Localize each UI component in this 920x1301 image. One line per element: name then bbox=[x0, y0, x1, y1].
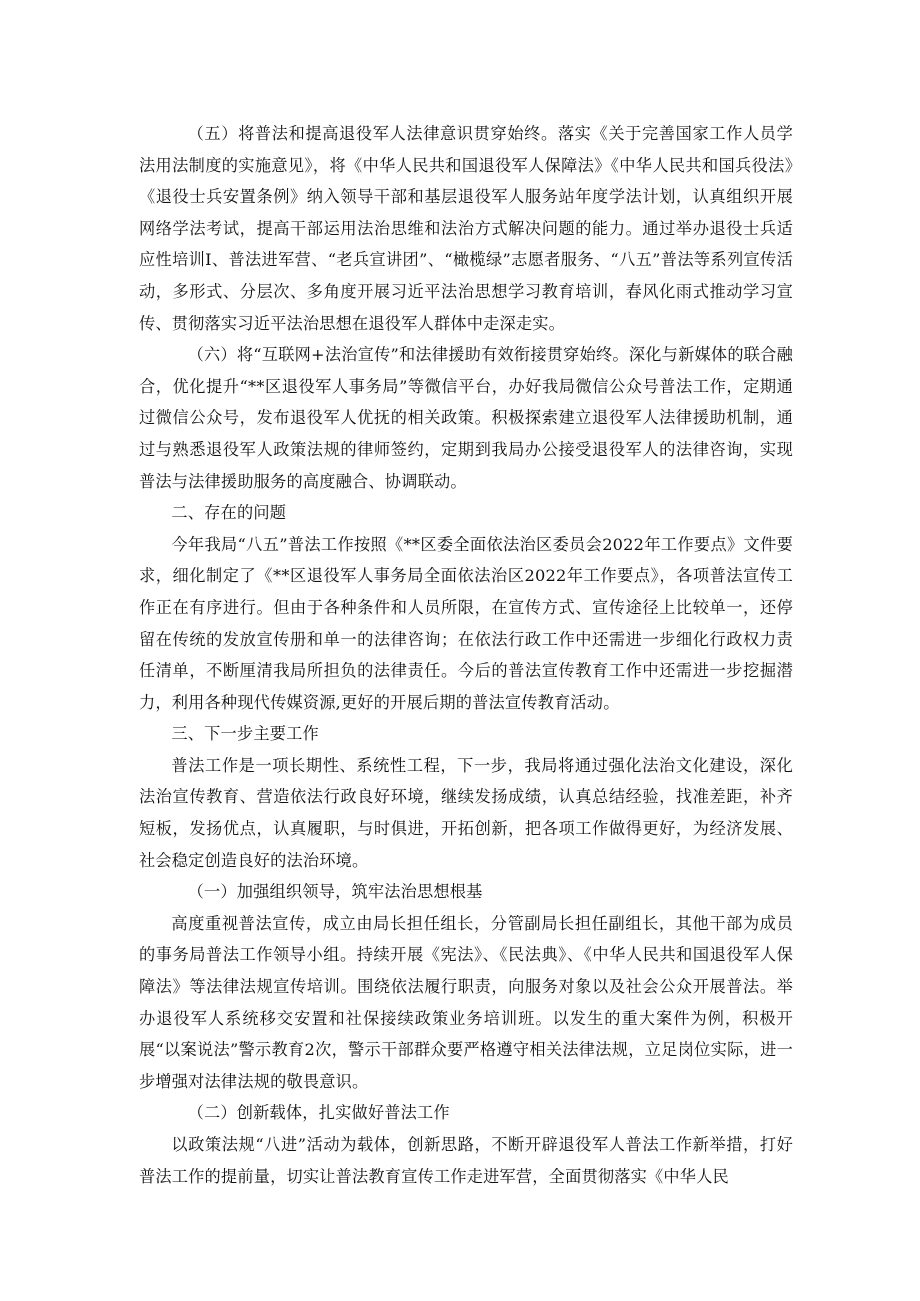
section-heading-next-steps: 三、下一步主要工作 bbox=[171, 724, 319, 744]
paragraph-five-law-awareness: （五）将普法和提高退役军人法律意识贯穿始终。落实《关于完善国家工作人员学法用法制度的实施意见》，将《中华人民共和国退役军人保障法》《中华人民共和国兵役法》《退役士兵安置条例》纳入领导干部和基层退役军人服务站年度学法计划，认真组织开展网络学法考试，提高干部运用法治思维和法治方式解决问题的能力。通过举办退役士兵适应性培训I、普法进军营、“老兵宣讲团”、“橄榄绿”志愿者服务、“八五”普法等系列宣传活动，多形式、分层次、多角度开展习近平法治思想学习教育培训，春风化雨式推动学习宣传、贯彻落实习近平法治思想在退役军人群体中走深走实。 bbox=[139, 124, 793, 333]
paragraph-problems: 今年我局“八五”普法工作按照《**区委全面依法治区委员会2022年工作要点》文件要求，细化制定了《**区退役军人事务局全面依法治区2022年工作要点》，各项普法宣传工作正在有序进行。但由于各种条件和人员所限，在宣传方式、宣传途径上比较单一，还停留在传统的发放宣传册和单一的法律咨询；在依法行政工作中还需进一步细化行政权力责任清单，不断厘清我局所担负的法律责任。今后的普法宣传教育工作中还需进一步挖掘潜力，利用各种现代传媒资源,更好的开展后期的普法宣传教育活动。 bbox=[139, 534, 793, 712]
document-body bbox=[139, 118, 793, 1192]
paragraph-innovation: 以政策法规“八进”活动为载体，创新思路，不断开辟退役军人普法工作新举措，打好普法工作的提前量，切实让普法教育宣传工作走进军营，全面贯彻落实《中华人民 bbox=[139, 1135, 793, 1186]
section-heading-problems: 二、存在的问题 bbox=[171, 503, 287, 523]
paragraph-organization: 高度重视普法宣传，成立由局长担任组长，分管副局长担任副组长，其他干部为成员的事务局普法工作领导小组。持续开展《宪法》、《民法典》、《中华人民共和国退役军人保障法》等法律法规宣传培训。围绕依法履行职责，向服务对象以及社会公众开展普法。举办退役军人系统移交安置和社保接续政策业务培训班。以发生的重大案件为例，积极开展“以案说法”警示教育2次，警示干部群众要严格遵守相关法律法规，立足岗位实际，进一步增强对法律法规的敬畏意识。 bbox=[139, 913, 793, 1091]
paragraph-six-internet-law: （六）将“互联网+法治宣传”和法律援助有效衔接贯穿始终。深化与新媒体的联合融合，优化提升“**区退役军人事务局”等微信平台，办好我局微信公众号普法工作，定期通过微信公众号，发布退役军人优抚的相关政策。积极探索建立退役军人法律援助机制，通过与熟悉退役军人政策法规的律师签约，定期到我局办公接受退役军人的法律咨询，实现普法与法律援助服务的高度融合、协调联动。 bbox=[139, 345, 793, 491]
subheading-organization: （一）加强组织领导，筑牢法治思想根基 bbox=[187, 882, 483, 902]
paragraph-next-steps: 普法工作是一项长期性、系统性工程，下一步，我局将通过强化法治文化建设，深化法治宣传教育、营造依法行政良好环境，继续发扬成绩，认真总结经验，找准差距，补齐短板，发扬优点，认真履职，与时俱进，开拓创新，把各项工作做得更好，为经济发展、社会稳定创造良好的法治环境。 bbox=[139, 755, 793, 870]
subheading-innovation: （二）创新载体，扎实做好普法工作 bbox=[187, 1103, 450, 1123]
